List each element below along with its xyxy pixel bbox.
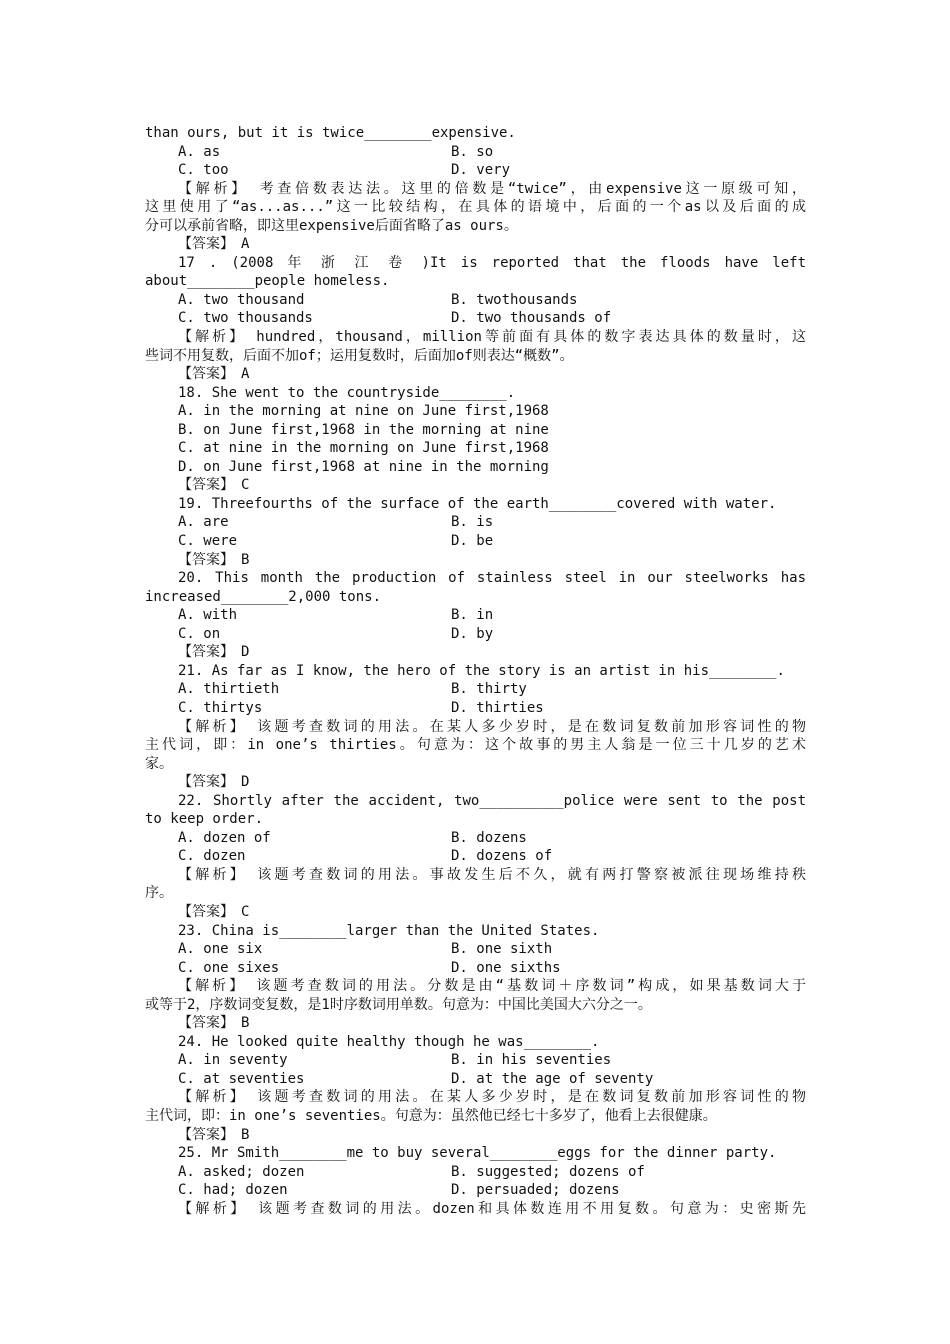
option-row xyxy=(145,680,806,699)
option-left: C. too xyxy=(178,162,229,179)
option-right: D. by xyxy=(451,625,494,642)
text-line: to keep order. xyxy=(145,811,264,828)
option-right: D. thirties xyxy=(451,699,544,716)
text-line: 这里使用了“as...as...”这一比较结构，在具体的语境中，后面的一个as以及后面的成 xyxy=(145,199,806,216)
option-row xyxy=(145,1051,806,1070)
text-line: 家。 xyxy=(145,755,173,772)
text-line: 20. This month the production of stainless steel in our steelworks has xyxy=(178,570,806,587)
text-line: 主代词，即：in one’s thirties。句意为：这个故事的男主人翁是一位三十几岁的艺术 xyxy=(145,737,806,754)
option-left: C. thirtys xyxy=(178,699,263,716)
text-line: C. at nine in the morning on June first,1968 xyxy=(178,440,549,457)
text-line: 【解析】 该题考查数词的用法。事故发生后不久，就有两打警察被派往现场维持秩 xyxy=(178,866,806,883)
option-right: B. is xyxy=(451,514,494,531)
option-right: B. suggested; dozens of xyxy=(451,1163,645,1180)
option-row xyxy=(145,309,806,328)
option-row xyxy=(145,513,806,532)
text-line: 【答案】 D xyxy=(178,774,250,791)
option-left: A. one six xyxy=(178,941,263,958)
text-line: 【解析】 该题考查数词的用法。分数是由“基数词＋序数词”构成，如果基数词大于 xyxy=(178,978,806,995)
option-row xyxy=(145,532,806,551)
text-line: 【答案】 B xyxy=(178,1126,250,1143)
option-left: A. as xyxy=(178,143,221,160)
text-line: 分可以承前省略，即这里expensive后面省略了as ours。 xyxy=(145,217,518,234)
option-row xyxy=(145,699,806,718)
option-row xyxy=(145,1181,806,1200)
text-line: about________people homeless. xyxy=(145,273,390,290)
option-right: B. twothousands xyxy=(451,291,578,308)
option-row xyxy=(145,291,806,310)
text-line: 【答案】 C xyxy=(178,903,250,920)
option-right: D. be xyxy=(451,533,494,550)
option-right: B. in his seventies xyxy=(451,1052,612,1069)
option-row xyxy=(145,959,806,978)
option-row xyxy=(145,161,806,180)
option-right: D. at the age of seventy xyxy=(451,1070,654,1087)
text-line: 序。 xyxy=(145,885,173,902)
option-row xyxy=(145,1070,806,1089)
option-left: A. dozen of xyxy=(178,829,271,846)
text-line: 18. She went to the countryside________. xyxy=(178,384,516,401)
text-line: 22. Shortly after the accident, two__________police were sent to the post xyxy=(178,792,806,809)
option-left: A. are xyxy=(178,514,229,531)
text-line: 【答案】 D xyxy=(178,644,250,661)
option-left: A. asked; dozen xyxy=(178,1163,305,1180)
text-line: D. on June first,1968 at nine in the morning xyxy=(178,458,549,475)
text-line: 【答案】 B xyxy=(178,1015,250,1032)
text-line: 25. Mr Smith________me to buy several________eggs for the dinner party. xyxy=(178,1145,777,1162)
option-left: C. at seventies xyxy=(178,1070,305,1087)
option-row xyxy=(145,829,806,848)
option-left: A. two thousand xyxy=(178,291,305,308)
option-left: C. dozen xyxy=(178,848,246,865)
text-line: 19. Threefourths of the surface of the earth________covered with water. xyxy=(178,495,777,512)
text-line: 【答案】 A xyxy=(178,366,250,383)
option-right: D. very xyxy=(451,162,511,179)
text-line: 21. As far as I know, the hero of the story is an artist in his________. xyxy=(178,662,785,679)
option-left: C. on xyxy=(178,625,221,642)
text-line: 【解析】 该题考查数词的用法。在某人多少岁时，是在数词复数前加形容词性的物 xyxy=(178,1089,806,1106)
option-right: B. so xyxy=(451,143,494,160)
option-left: C. were xyxy=(178,533,238,550)
text-line: A. in the morning at nine on June first,1968 xyxy=(178,403,549,420)
text-line: 【解析】 该题考查数词的用法。在某人多少岁时，是在数词复数前加形容词性的物 xyxy=(178,718,806,735)
text-line: 【解析】 考查倍数表达法。这里的倍数是“twice”，由expensive这一原级可知， xyxy=(178,180,806,197)
text-line: increased________2,000 tons. xyxy=(145,588,382,605)
option-row xyxy=(145,940,806,959)
text-line: 些词不用复数，后面不加of；运用复数时，后面加of则表达“概数”。 xyxy=(145,347,574,364)
document-body xyxy=(145,124,806,1218)
text-line: 17 . (2008 年 浙 江 卷 )It is reported that the floods have left xyxy=(178,254,806,271)
option-right: B. dozens xyxy=(451,829,527,846)
option-row xyxy=(145,1163,806,1182)
text-line: 主代词，即：in one’s seventies。句意为：虽然他已经七十多岁了，他看上去很健康。 xyxy=(145,1107,717,1124)
option-row xyxy=(145,625,806,644)
option-right: D. one sixths xyxy=(451,959,561,976)
option-right: B. in xyxy=(451,607,494,624)
option-left: A. with xyxy=(178,607,238,624)
text-line: 或等于2，序数词变复数，是1时序数词用单数。句意为：中国比美国大六分之一。 xyxy=(145,996,652,1013)
text-line: 24. He looked quite healthy though he was________. xyxy=(178,1033,600,1050)
text-line: than ours, but it is twice________expensive. xyxy=(145,125,516,141)
text-line: 【答案】 C xyxy=(178,477,250,494)
option-row xyxy=(145,847,806,866)
option-row xyxy=(145,606,806,625)
option-left: A. in seventy xyxy=(178,1052,288,1069)
text-line: 【解析】 该题考查数词的用法。dozen和具体数连用不用复数。句意为：史密斯先 xyxy=(178,1200,806,1217)
text-line: B. on June first,1968 in the morning at nine xyxy=(178,421,549,438)
text-line: 23. China is________larger than the United States. xyxy=(178,922,600,939)
option-left: C. two thousands xyxy=(178,310,313,327)
option-right: D. two thousands of xyxy=(451,310,612,327)
option-left: C. had; dozen xyxy=(178,1182,288,1199)
text-line: 【解析】 hundred，thousand，million等前面有具体的数字表达具体的数量时，这 xyxy=(178,329,806,346)
option-right: B. one sixth xyxy=(451,941,553,958)
text-line: 【答案】 B xyxy=(178,551,250,568)
option-left: A. thirtieth xyxy=(178,681,280,698)
option-row xyxy=(145,143,806,162)
text-line: 【答案】 A xyxy=(178,236,250,253)
option-right: D. persuaded; dozens xyxy=(451,1182,620,1199)
option-right: D. dozens of xyxy=(451,848,553,865)
option-left: C. one sixes xyxy=(178,959,280,976)
option-right: B. thirty xyxy=(451,681,527,698)
